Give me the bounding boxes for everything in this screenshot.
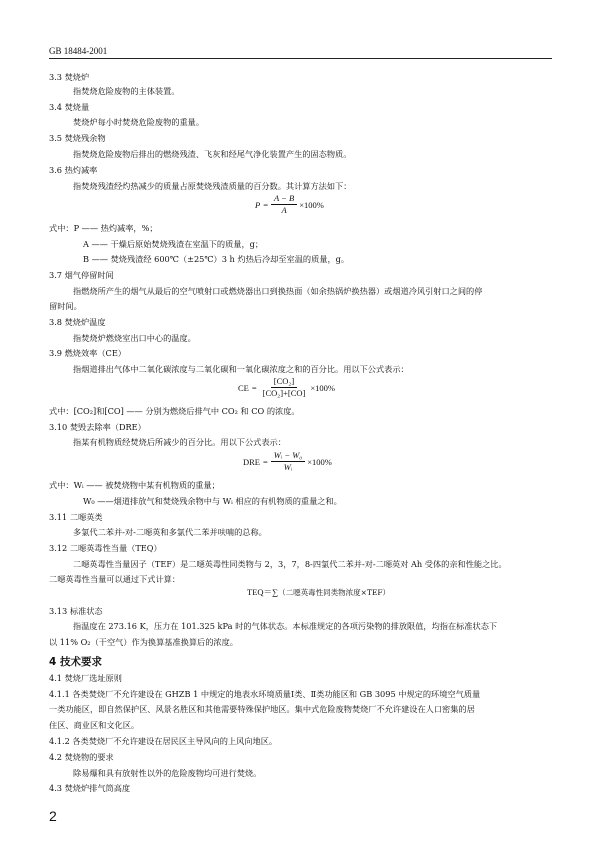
formula-teq xyxy=(247,586,390,598)
text-line: 4.1.2 各类焚烧厂不允许建设在居民区主导风向的上风向地区。 xyxy=(49,736,278,746)
multiplier: ×100% xyxy=(310,382,335,393)
text-line: 指燃烧所产生的烟气从最后的空气喷射口或燃烧器出口到换热面（如余热锅炉换热器）或烟道冷风引射口之间的停 xyxy=(73,286,483,296)
formula-lhs: DRE xyxy=(243,456,260,467)
text-line: 3.8 焚烧炉温度 xyxy=(49,317,106,327)
formula-destruction-removal-efficiency xyxy=(243,450,332,473)
text-line: 除易爆和具有放射性以外的危险废物均可进行焚烧。 xyxy=(73,768,262,778)
text-line: 指焚烧危险废物的主体装置。 xyxy=(73,86,180,96)
text-line: 3.12 二噁英毒性当量（TEQ） xyxy=(49,543,162,553)
page-number: 2 xyxy=(49,808,57,824)
text-line: 指烟道排出气体中二氧化碳浓度与二氧化碳和一氧化碳浓度之和的百分比。用以下公式表示： xyxy=(73,364,409,374)
text-line: 3.5 焚烧残余物 xyxy=(49,133,106,143)
text-line: B —— 焚烧残渣经 600℃（±25℃）3 h 灼热后冷却至室温的质量，g。 xyxy=(83,254,350,264)
text-line: 式中：Wᵢ —— 被焚烧物中某有机物质的重量； xyxy=(49,480,220,490)
text-line: 3.3 焚烧炉 xyxy=(49,72,90,82)
sum-operator: ＝∑ xyxy=(263,587,279,597)
equals-sign: = xyxy=(263,199,268,210)
text-line: 以 11% O₂（干空气）作为换算基准换算后的浓度。 xyxy=(49,637,238,647)
text-line: 指某有机物质经焚烧后所减少的百分比。用以下公式表示： xyxy=(73,437,286,447)
text-line: 指焚烧危险废物后排出的燃烧残渣、飞灰和经尾气净化装置产生的固态物质。 xyxy=(73,149,352,159)
text-line: 3.6 热灼减率 xyxy=(49,165,98,175)
text-line: 3.7 烟气停留时间 xyxy=(49,270,114,280)
denominator: A xyxy=(281,205,287,215)
formula-lhs: P xyxy=(255,199,261,210)
formula-argument: （二噁英毒性同类物浓度×TEF） xyxy=(278,587,391,597)
numerator: [CO₂] xyxy=(271,376,297,388)
denominator: Wᵢ xyxy=(283,462,293,472)
section-heading-4: 4 技术要求 xyxy=(49,656,102,668)
formula-lhs: TEQ xyxy=(247,587,264,597)
text-line: 3.9 燃烧效率（CE） xyxy=(49,348,126,358)
document-code: GB 18484-2001 xyxy=(49,46,108,56)
text-line: 焚烧炉每小时焚烧危险废物的重量。 xyxy=(73,117,205,127)
numerator: Wᵢ − W₀ xyxy=(271,450,305,462)
text-line: 二噁英毒性当量因子（TEF）是二噁英毒性同类物与 2，3，7，8-四氯代二苯并-对-二噁英对 Ah 受体的亲和性能之比。 xyxy=(73,559,507,569)
denominator: [CO₂]+[CO] xyxy=(262,388,306,398)
text-line: 指焚烧炉燃烧室出口中心的温度。 xyxy=(73,333,196,343)
text-line: 4.1 焚烧厂选址原则 xyxy=(49,673,122,683)
formula-combustion-efficiency xyxy=(238,376,335,399)
formula-lhs: CE xyxy=(238,382,249,393)
text-line: W₀ ——烟道排放气和焚烧残余物中与 Wᵢ 相应的有机物质的重量之和。 xyxy=(83,496,342,506)
multiplier: ×100% xyxy=(299,199,324,210)
text-line: 3.13 标准状态 xyxy=(49,606,103,616)
fraction xyxy=(260,376,309,399)
text-line: 3.11 二噁英类 xyxy=(49,512,103,522)
text-line: 留时间。 xyxy=(49,301,82,311)
text-line: 二噁英毒性当量可以通过下式计算： xyxy=(49,574,181,584)
text-line: 4.3 焚烧炉排气筒高度 xyxy=(49,783,131,793)
text-line: 4.1.1 各类焚烧厂不允许建设在 GHZB 1 中规定的地表水环境质量Ⅰ类、Ⅱ类功能区和 GB 3095 中规定的环境空气质量 xyxy=(49,689,481,699)
text-line: 式中：P —— 热灼减率，%； xyxy=(49,223,158,233)
multiplier: ×100% xyxy=(307,456,332,467)
header-rule xyxy=(49,58,552,59)
numerator: A − B xyxy=(271,193,297,205)
text-line: 一类功能区，即自然保护区、风景名胜区和其他需要特殊保护地区。集中式危险废物焚烧厂不允许建设在人口密集的居 xyxy=(49,704,475,714)
text-line: 式中：[CO₂]和[CO] —— 分别为燃烧后排气中 CO₂ 和 CO 的浓度。 xyxy=(49,406,300,416)
fraction xyxy=(271,193,297,216)
text-line: 4.2 焚烧物的要求 xyxy=(49,752,114,762)
equals-sign: = xyxy=(263,456,268,467)
text-line: 多氯代二苯并-对-二噁英和多氯代二苯并呋喃的总称。 xyxy=(73,527,267,537)
equals-sign: = xyxy=(251,382,257,393)
text-line: 3.10 焚毁去除率（DRE） xyxy=(49,422,146,432)
formula-loss-on-ignition xyxy=(255,193,324,216)
fraction xyxy=(271,450,305,473)
text-line: 3.4 焚烧量 xyxy=(49,102,90,112)
text-line: 住区、商业区和文化区。 xyxy=(49,720,140,730)
text-line: A —— 干燥后原始焚烧残渣在室温下的质量，g； xyxy=(83,239,264,249)
text-line: 指温度在 273.16 K，压力在 101.325 kPa 时的气体状态。本标准规定的各项污染物的排放限值，均指在标准状态下 xyxy=(73,621,498,631)
text-line: 指焚烧残渣经灼热减少的质量占原焚烧残渣质量的百分数。其计算方法如下： xyxy=(73,181,352,191)
